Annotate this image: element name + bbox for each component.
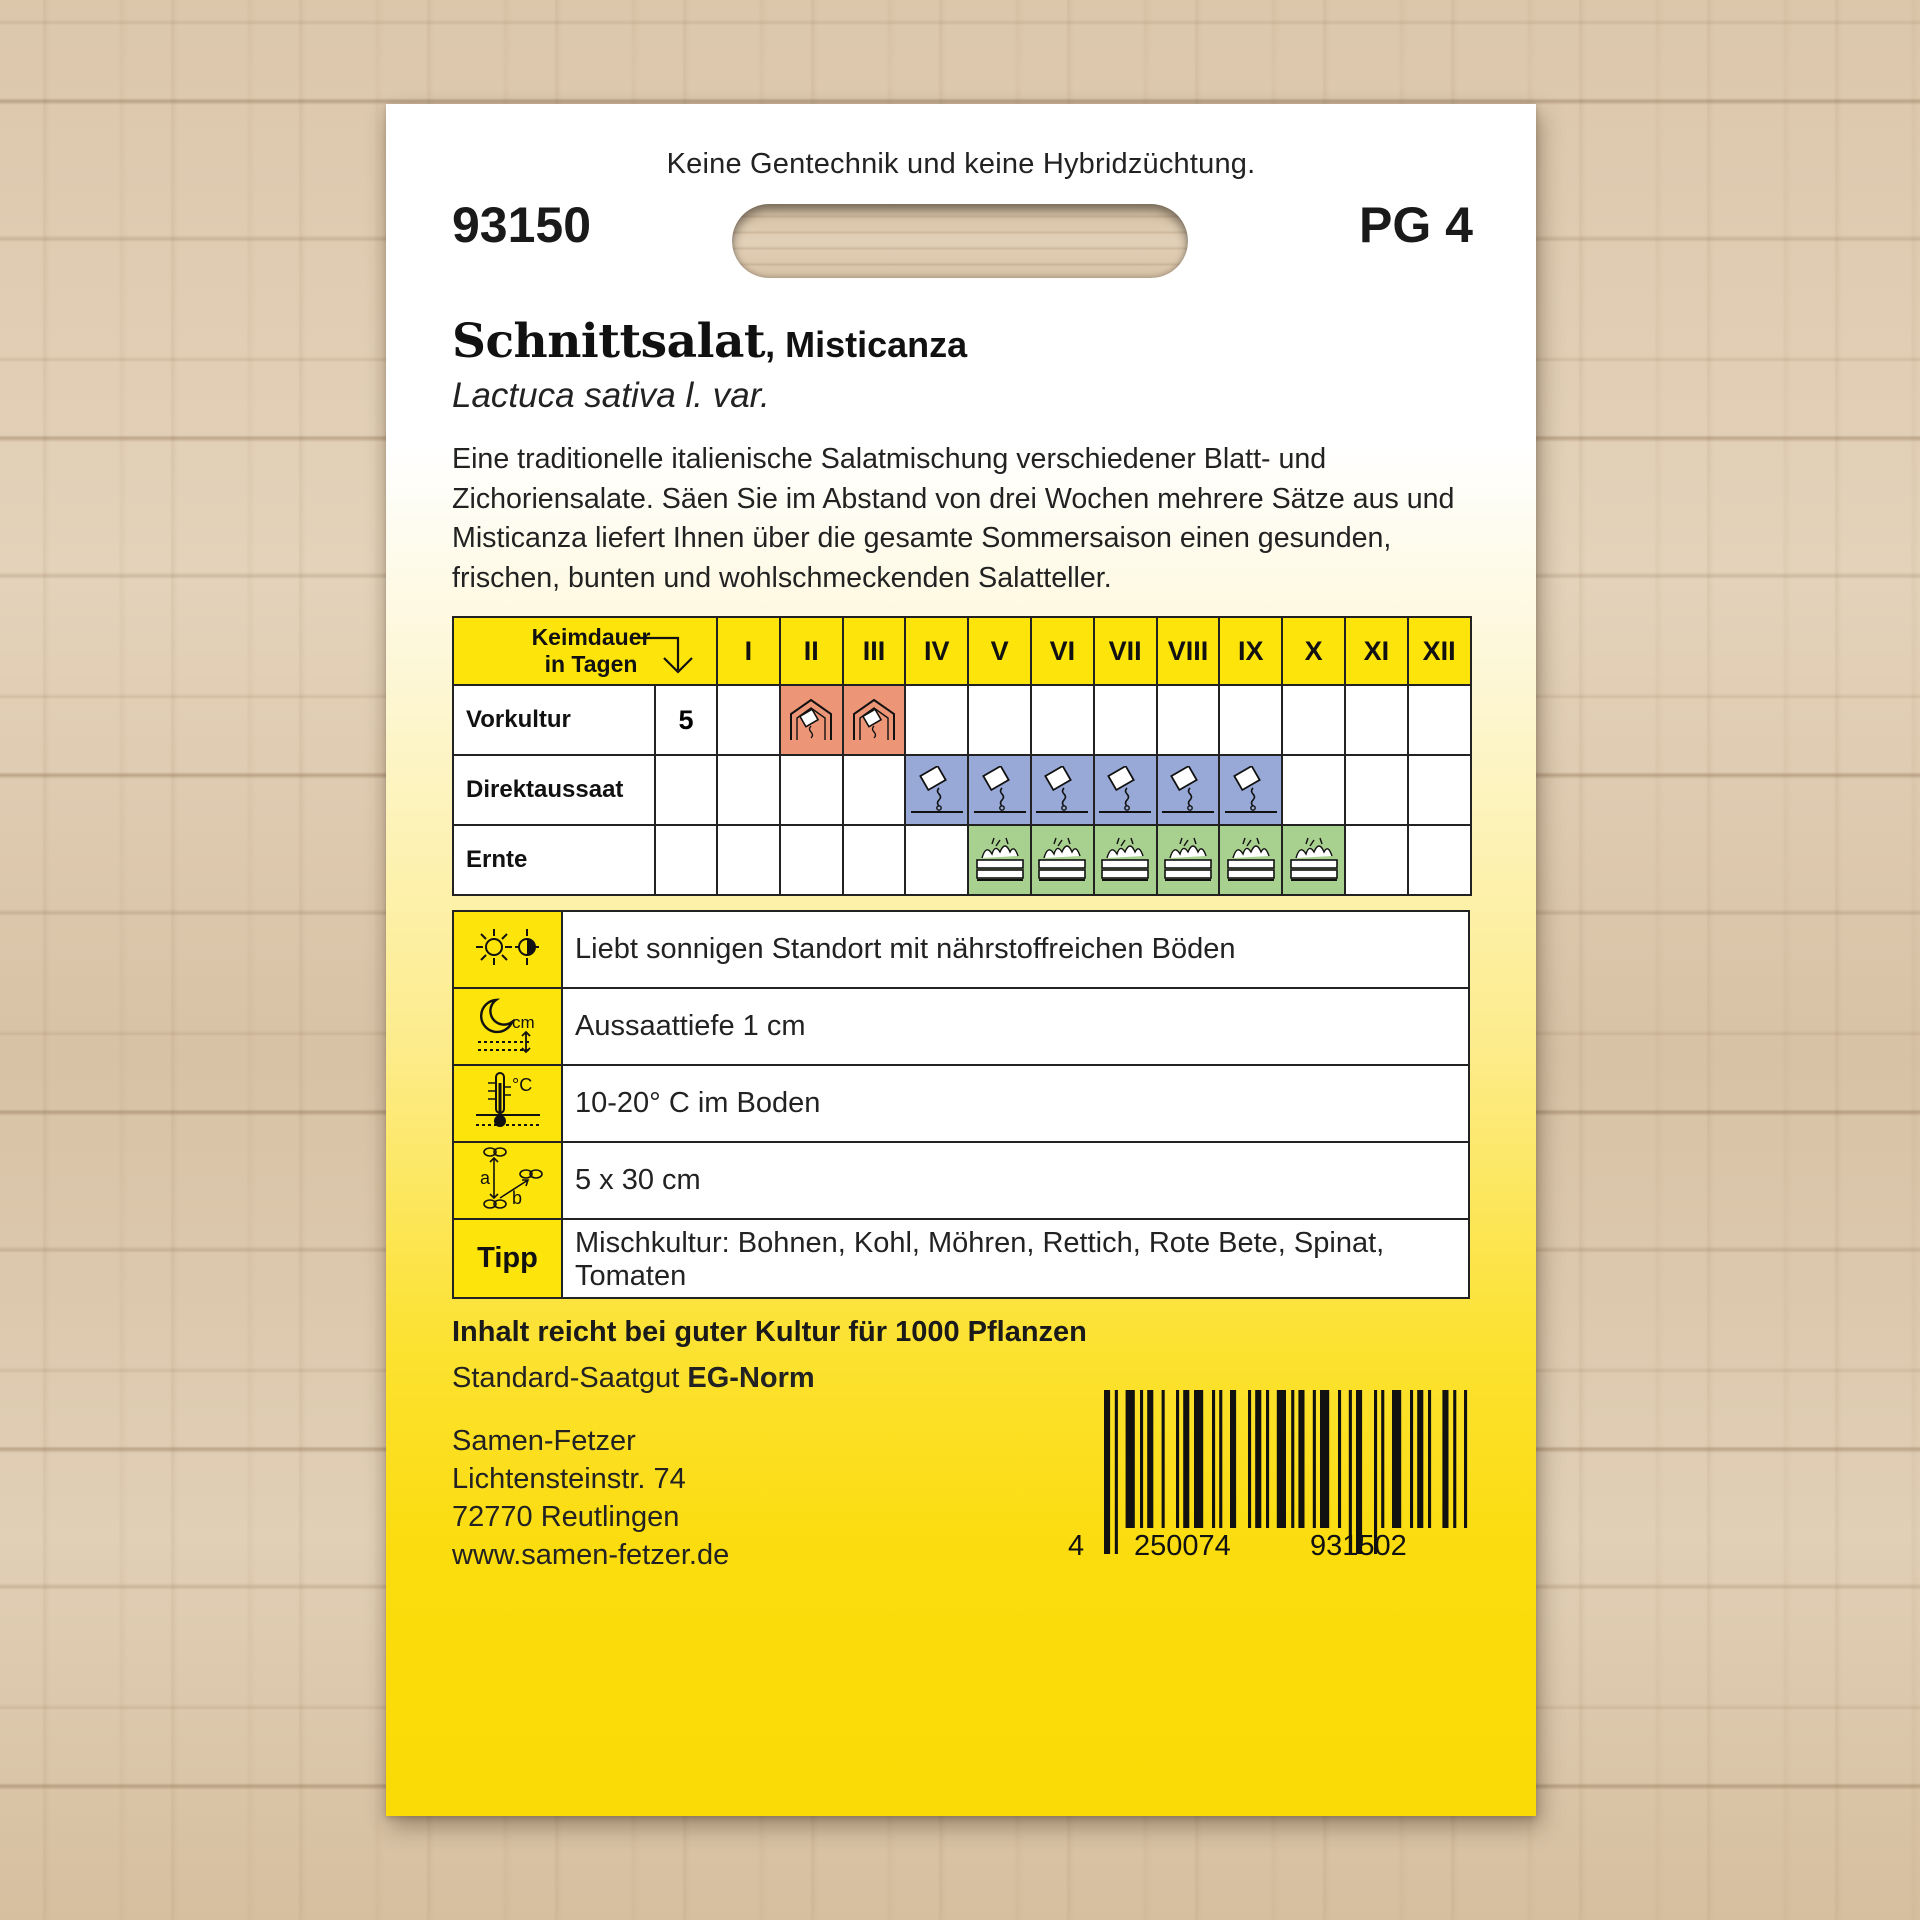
barcode-bar bbox=[1291, 1390, 1294, 1528]
har-month-7-active bbox=[1094, 825, 1157, 895]
product-name: Schnittsalat bbox=[452, 314, 766, 369]
tip-text: Mischkultur: Bohnen, Kohl, Möhren, Rettich, Rote Bete, Spinat, Tomaten bbox=[562, 1219, 1469, 1298]
company-city: 72770 Reutlingen bbox=[452, 1501, 680, 1533]
dir-month-9-active bbox=[1219, 755, 1282, 825]
har-month-6-active bbox=[1031, 825, 1094, 895]
month-header-10: X bbox=[1282, 617, 1345, 685]
seed-standard-norm: EG-Norm bbox=[687, 1362, 815, 1394]
barcode-bar bbox=[1162, 1390, 1165, 1528]
barcode-bar bbox=[1255, 1390, 1261, 1528]
har-month-9-active bbox=[1219, 825, 1282, 895]
sowing-depth-icon-cell bbox=[453, 988, 562, 1065]
calendar-row-dir bbox=[453, 755, 1471, 825]
down-right-arrow-icon bbox=[632, 632, 702, 676]
barcode-bar bbox=[1248, 1390, 1251, 1528]
barcode-bar bbox=[1320, 1390, 1329, 1528]
gmo-free-note: Keine Gentechnik und keine Hybridzüchtung. bbox=[666, 148, 1256, 180]
cultivation-calendar bbox=[452, 616, 1472, 896]
dir-month-10 bbox=[1282, 755, 1345, 825]
hanging-hole bbox=[732, 204, 1188, 278]
seed-packet-sowing-icon bbox=[1162, 766, 1214, 814]
location-text: Liebt sonnigen Standort mit nährstoffreichen Böden bbox=[562, 911, 1469, 988]
dir-month-1 bbox=[717, 755, 780, 825]
location-icon-cell bbox=[453, 911, 562, 988]
month-header-12: XII bbox=[1408, 617, 1471, 685]
seed-packet-sowing-icon bbox=[911, 766, 963, 814]
pre-month-5 bbox=[968, 685, 1031, 755]
temperature-row bbox=[453, 1065, 1469, 1142]
pre-month-9 bbox=[1219, 685, 1282, 755]
pre-month-10 bbox=[1282, 685, 1345, 755]
barcode-bar bbox=[1417, 1390, 1423, 1528]
barcode-digits bbox=[1068, 1530, 1488, 1560]
pre-month-6 bbox=[1031, 685, 1094, 755]
spacing-icon-cell bbox=[453, 1142, 562, 1219]
sun-halfsun-icon bbox=[472, 925, 544, 969]
barcode-bar bbox=[1194, 1390, 1203, 1528]
growing-info-table bbox=[452, 910, 1470, 1299]
dir-month-4-active bbox=[905, 755, 968, 825]
month-header-3: III bbox=[843, 617, 906, 685]
pre-month-2-active bbox=[780, 685, 843, 755]
month-header-8: VIII bbox=[1157, 617, 1220, 685]
month-header-2: II bbox=[780, 617, 843, 685]
location-row bbox=[453, 911, 1469, 988]
dir-month-11 bbox=[1345, 755, 1408, 825]
calendar-header-row bbox=[453, 617, 1471, 685]
barcode-bar bbox=[1313, 1390, 1316, 1528]
calendar-row-label: Ernte bbox=[453, 825, 655, 895]
barcode-bar bbox=[1176, 1390, 1179, 1528]
barcode-bar bbox=[1183, 1390, 1189, 1528]
month-header-6: VI bbox=[1031, 617, 1094, 685]
spacing-icon-label-a: a bbox=[479, 1168, 490, 1188]
calendar-row-pre bbox=[453, 685, 1471, 755]
month-header-9: IX bbox=[1219, 617, 1282, 685]
barcode-digits-right: 931502 bbox=[1310, 1530, 1407, 1562]
pre-month-1 bbox=[717, 685, 780, 755]
barcode-bar bbox=[1381, 1390, 1384, 1528]
pre-month-12 bbox=[1408, 685, 1471, 755]
barcode-bar bbox=[1277, 1390, 1286, 1528]
harvest-crate-icon bbox=[1225, 836, 1277, 884]
latin-name: Lactuca sativa l. var. bbox=[452, 376, 770, 415]
seed-packet-sowing-icon bbox=[974, 766, 1026, 814]
sowing-depth-icon-label: cm bbox=[511, 1013, 535, 1032]
seed-packet-sowing-icon bbox=[1225, 766, 1277, 814]
har-month-10-active bbox=[1282, 825, 1345, 895]
temperature-icon-label: °C bbox=[511, 1075, 532, 1095]
temperature-icon-cell bbox=[453, 1065, 562, 1142]
seed-amount-note: Inhalt reicht bei guter Kultur für 1000 Pflanzen bbox=[452, 1316, 1087, 1348]
pre-month-11 bbox=[1345, 685, 1408, 755]
company-address bbox=[452, 1422, 729, 1574]
barcode-bar bbox=[1442, 1390, 1448, 1528]
dir-month-6-active bbox=[1031, 755, 1094, 825]
soil-thermometer-icon bbox=[472, 1069, 544, 1133]
seed-packet-back bbox=[386, 104, 1536, 1816]
pre-month-8 bbox=[1157, 685, 1220, 755]
germination-days bbox=[655, 755, 717, 825]
barcode-bar bbox=[1464, 1390, 1467, 1528]
sowing-depth-icon bbox=[472, 992, 544, 1056]
barcode-digit-lead: 4 bbox=[1068, 1530, 1085, 1562]
product-variety: , Misticanza bbox=[765, 324, 968, 365]
month-header-4: IV bbox=[905, 617, 968, 685]
month-header-1: I bbox=[717, 617, 780, 685]
har-month-11 bbox=[1345, 825, 1408, 895]
barcode-bar bbox=[1147, 1390, 1153, 1528]
spacing-text: 5 x 30 cm bbox=[562, 1142, 1469, 1219]
barcode-bar bbox=[1453, 1390, 1456, 1528]
temperature-text: 10-20° C im Boden bbox=[562, 1065, 1469, 1142]
sowing-depth-row bbox=[453, 988, 1469, 1065]
har-month-5-active bbox=[968, 825, 1031, 895]
pre-month-3-active bbox=[843, 685, 906, 755]
barcode-bar bbox=[1298, 1390, 1304, 1528]
germination-label-cell bbox=[453, 617, 717, 685]
dir-month-2 bbox=[780, 755, 843, 825]
dir-month-8-active bbox=[1157, 755, 1220, 825]
barcode-bar bbox=[1392, 1390, 1401, 1528]
germination-label-line1: Keimdauer bbox=[531, 624, 651, 650]
barcode-bar bbox=[1219, 1390, 1222, 1528]
product-description: Eine traditionelle italienische Salatmischung verschiedener Blatt- und Zichoriensalate. Säen Sie im Abstand von drei Wochen mehrere Sätze aus und Misticanza liefert Ihnen über die gesamte Sommersaison einen gesunden, frischen, bunten und wohlschmeckenden Salatteller. bbox=[452, 443, 1455, 594]
germination-days: 5 bbox=[655, 685, 717, 755]
seed-standard bbox=[452, 1362, 815, 1395]
spacing-icon-label-b: b bbox=[511, 1188, 522, 1208]
plant-spacing-icon bbox=[472, 1144, 544, 1212]
spacing-row bbox=[453, 1142, 1469, 1219]
barcode-bar bbox=[1140, 1390, 1143, 1528]
dir-month-5-active bbox=[968, 755, 1031, 825]
pre-month-7 bbox=[1094, 685, 1157, 755]
pre-month-4 bbox=[905, 685, 968, 755]
product-title bbox=[452, 314, 967, 369]
barcode-bar bbox=[1338, 1390, 1341, 1528]
calendar-row-label: Direktaussaat bbox=[453, 755, 655, 825]
harvest-crate-icon bbox=[1288, 836, 1340, 884]
barcode-bar bbox=[1126, 1390, 1135, 1528]
har-month-1 bbox=[717, 825, 780, 895]
company-website[interactable]: www.samen-fetzer.de bbox=[452, 1539, 730, 1571]
calendar-row-har bbox=[453, 825, 1471, 895]
company-street: Lichtensteinstr. 74 bbox=[452, 1463, 686, 1495]
har-month-12 bbox=[1408, 825, 1471, 895]
barcode-bar bbox=[1428, 1390, 1431, 1528]
barcode-bar bbox=[1266, 1390, 1269, 1528]
price-group: PG 4 bbox=[1359, 197, 1473, 253]
barcode-bar bbox=[1410, 1390, 1413, 1528]
harvest-crate-icon bbox=[1162, 836, 1214, 884]
month-header-7: VII bbox=[1094, 617, 1157, 685]
company-name: Samen-Fetzer bbox=[452, 1425, 636, 1457]
harvest-crate-icon bbox=[1036, 836, 1088, 884]
barcode-bar bbox=[1212, 1390, 1215, 1528]
greenhouse-seed-icon bbox=[848, 696, 900, 744]
har-month-8-active bbox=[1157, 825, 1220, 895]
tip-label: Tipp bbox=[453, 1219, 562, 1298]
barcode-digits-left: 250074 bbox=[1134, 1530, 1231, 1562]
dir-month-3 bbox=[843, 755, 906, 825]
dir-month-12 bbox=[1408, 755, 1471, 825]
germination-label-line2: in Tagen bbox=[544, 651, 638, 677]
month-header-11: XI bbox=[1345, 617, 1408, 685]
harvest-crate-icon bbox=[974, 836, 1026, 884]
article-number: 93150 bbox=[452, 197, 592, 253]
dir-month-7-active bbox=[1094, 755, 1157, 825]
seed-standard-prefix: Standard-Saatgut bbox=[452, 1362, 688, 1394]
seed-packet-sowing-icon bbox=[1036, 766, 1088, 814]
barcode-bar bbox=[1230, 1390, 1236, 1528]
harvest-crate-icon bbox=[1099, 836, 1151, 884]
seed-packet-sowing-icon bbox=[1099, 766, 1151, 814]
har-month-3 bbox=[843, 825, 906, 895]
greenhouse-seed-icon bbox=[785, 696, 837, 744]
ean-barcode bbox=[1068, 1386, 1488, 1554]
tip-row bbox=[453, 1219, 1469, 1298]
har-month-4 bbox=[905, 825, 968, 895]
har-month-2 bbox=[780, 825, 843, 895]
calendar-row-label: Vorkultur bbox=[453, 685, 655, 755]
month-header-5: V bbox=[968, 617, 1031, 685]
sowing-depth-text: Aussaattiefe 1 cm bbox=[562, 988, 1469, 1065]
germination-days bbox=[655, 825, 717, 895]
